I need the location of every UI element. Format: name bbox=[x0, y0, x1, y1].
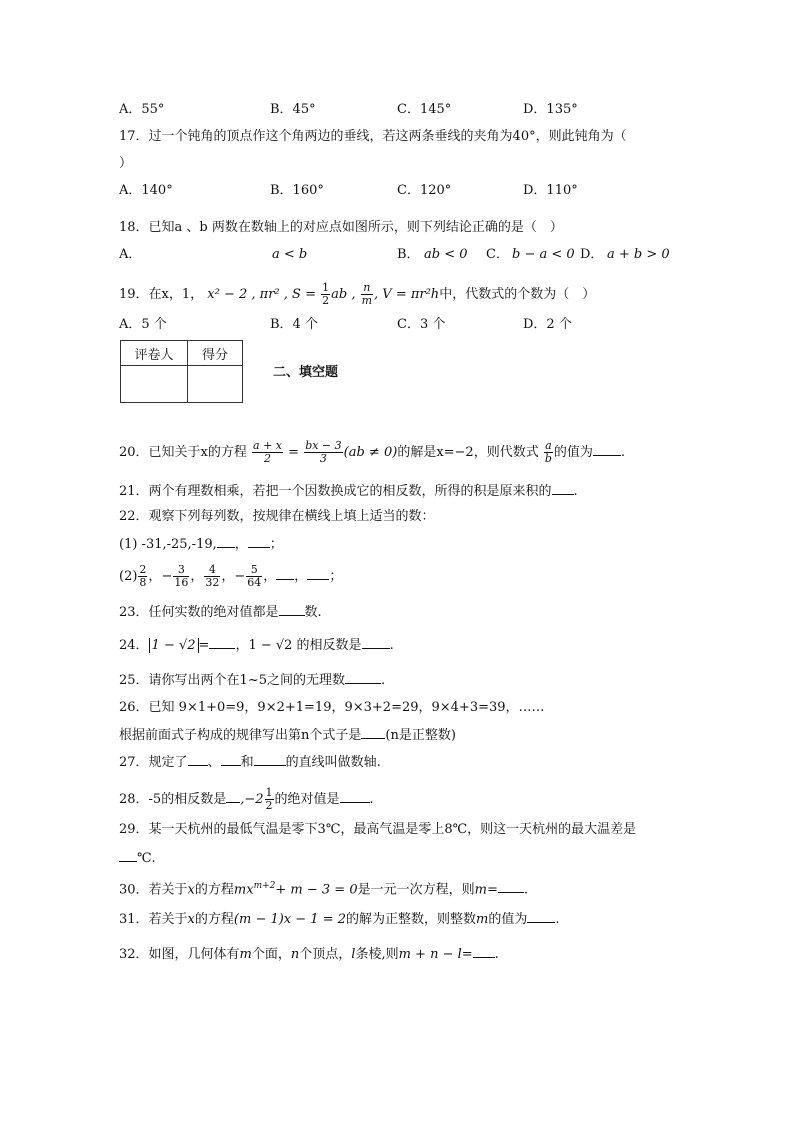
q17-option-d: D．110° bbox=[523, 183, 578, 198]
q30-answer-blank[interactable] bbox=[498, 880, 524, 893]
q17-stem: 17．过一个钝角的顶点作这个角两边的垂线，若这两条垂线的夹角为40°，则此钝角为（ bbox=[119, 129, 627, 144]
q20-frac1 bbox=[252, 440, 283, 465]
q21 bbox=[119, 482, 578, 501]
q30-d: = bbox=[486, 882, 498, 898]
q23-answer-blank[interactable] bbox=[279, 603, 305, 616]
q17-close: ） bbox=[119, 156, 133, 171]
score-table-score-cell[interactable] bbox=[188, 366, 243, 403]
q18-option-c-math: b − a < 0 bbox=[512, 247, 575, 262]
q22-s2-prefix: (2) bbox=[119, 569, 138, 584]
q24-mid: = bbox=[198, 638, 210, 653]
q30-math2: + m − 3 = 0 bbox=[275, 882, 358, 898]
q21-end: . bbox=[573, 484, 578, 499]
q27-b: 、 bbox=[207, 755, 221, 770]
q28-end: . bbox=[369, 792, 374, 807]
q19-half-num: 1 bbox=[322, 281, 330, 294]
score-table-grader-cell[interactable] bbox=[121, 366, 188, 403]
q22-s2-end: ； bbox=[329, 569, 343, 584]
q31 bbox=[119, 910, 560, 929]
q29-answer-blank[interactable] bbox=[119, 849, 137, 862]
score-table-header-grader: 评卷人 bbox=[121, 341, 188, 366]
q30-a: 30．若关于 bbox=[119, 882, 188, 898]
q22-frac-3: − $\frac{5}{64}$ bbox=[234, 563, 262, 589]
q20-cond: (ab ≠ 0) bbox=[343, 445, 398, 460]
q30-x: x bbox=[187, 882, 195, 898]
q17-option-c: C．120° bbox=[397, 183, 452, 198]
q20-frac3 bbox=[544, 440, 553, 465]
q25-text: 25．请你写出两个在1~5之间的无理数 bbox=[119, 673, 345, 688]
q31-d: 的值为 bbox=[488, 912, 528, 927]
q29-unit: ℃. bbox=[137, 851, 156, 866]
q18-option-b-label: B． bbox=[397, 247, 420, 262]
q21-text: 21．两个有理数相乘，若把一个因数换成它的相反数，所得的积是原来积的 bbox=[119, 484, 552, 499]
q26-line2 bbox=[119, 726, 456, 745]
q32-m: m bbox=[239, 947, 252, 962]
q20 bbox=[119, 440, 625, 465]
q24-end: . bbox=[389, 638, 394, 653]
q25-answer-blank[interactable] bbox=[345, 671, 381, 684]
q32-d: 条棱,则 bbox=[355, 947, 399, 962]
q19-nm-num: n bbox=[361, 282, 373, 295]
q22-s2-blank-2[interactable] bbox=[307, 567, 329, 580]
q19-expr2: ab , bbox=[331, 287, 356, 302]
q28-c: 的绝对值是 bbox=[274, 792, 340, 807]
q20-f2-num: bx − 3 bbox=[305, 439, 342, 452]
score-table-header-score: 得分 bbox=[188, 341, 243, 366]
q22-s2-blank-1[interactable] bbox=[276, 567, 294, 580]
q22-series1: (1) -31,-25,-19, ， ； bbox=[119, 537, 283, 552]
q19-half-den: 2 bbox=[322, 294, 330, 307]
q19-option-d: D．2 个 bbox=[523, 317, 572, 332]
q18-option-a-label: A． bbox=[119, 247, 142, 262]
q32-a: 32．如图，几何体有 bbox=[119, 947, 240, 962]
q19-frac-half bbox=[321, 282, 330, 307]
q20-eq: = bbox=[288, 445, 300, 460]
q31-b: 的方程 bbox=[194, 912, 234, 927]
score-table bbox=[120, 340, 243, 403]
q27-blank-1[interactable] bbox=[188, 753, 208, 766]
q18-option-a-math: a < b bbox=[272, 247, 308, 262]
q20-prefix: 20．已知关于x的方程 bbox=[119, 445, 247, 460]
q31-c: 的解为正整数，则整数 bbox=[346, 912, 477, 927]
q27-c: 和 bbox=[240, 755, 254, 770]
q22-frac-2: $\frac{4}{32}$ bbox=[205, 563, 220, 589]
q32-l: l bbox=[351, 947, 356, 962]
q20-f3-num: a bbox=[545, 439, 552, 452]
q32-answer-blank[interactable] bbox=[473, 945, 495, 958]
q22-series2: (2) $\frac{2}{8}$ ，− $\frac{3}{16}$ ， $\frac{4}{32}$ ，− $\frac{5}{64}$ ， ， ； bbox=[119, 563, 343, 589]
section-title: 二、填空题 bbox=[273, 365, 339, 380]
q31-x: x bbox=[187, 912, 195, 927]
q30-m: m bbox=[474, 882, 487, 898]
q26-answer-blank[interactable] bbox=[361, 726, 385, 739]
q28-blank-2[interactable] bbox=[340, 790, 370, 803]
q17-option-b: B．160° bbox=[270, 183, 324, 198]
q23-text: 23．任何实数的绝对值都是 bbox=[119, 605, 279, 620]
q19-frac-nm bbox=[361, 282, 373, 307]
q28 bbox=[119, 787, 374, 812]
q18-stem: 18．已知a 、b 两数在数轴上的对应点如图所示，则下列结论正确的是（ ） bbox=[119, 220, 563, 235]
q16-option-c: C．145° bbox=[397, 102, 452, 117]
q22-s1-blank-2[interactable] bbox=[248, 535, 270, 548]
q28-frac: $\frac{1}{2}$ bbox=[265, 786, 273, 812]
q22-text: 22．观察下列每列数，按规律在横线上填上适当的数： bbox=[119, 509, 435, 524]
q29-line2 bbox=[119, 849, 156, 868]
q19-stem bbox=[119, 282, 595, 307]
q19-expr1: x² − 2 , πr² , S = bbox=[207, 287, 316, 302]
q20-end: . bbox=[620, 445, 626, 460]
q32-end: . bbox=[494, 947, 499, 962]
q23 bbox=[119, 603, 322, 622]
q22-frac-1: − $\frac{3}{16}$ bbox=[161, 563, 189, 589]
q30-math: mx bbox=[233, 882, 254, 898]
q26-line2b: (n是正整数) bbox=[385, 728, 456, 743]
q19-prefix: 19．在x，1， bbox=[119, 287, 204, 302]
q19-option-b: B．4 个 bbox=[270, 317, 318, 332]
q31-m: m bbox=[476, 912, 489, 927]
q32-n: n bbox=[290, 947, 300, 962]
q18-option-d-label: D． bbox=[580, 247, 604, 262]
q28-blank-1[interactable] bbox=[226, 790, 240, 803]
q24-prefix: 24． bbox=[119, 638, 149, 653]
q24-blank-1[interactable] bbox=[209, 636, 235, 649]
q22-frac-0: $\frac{2}{8}$ bbox=[139, 563, 147, 589]
q19-expr3: , V = πr²h bbox=[374, 287, 440, 302]
q19-option-c: C．3 个 bbox=[397, 317, 446, 332]
q32-expr: m + n − l bbox=[398, 947, 462, 962]
q19-nm-den: m bbox=[361, 294, 373, 307]
q32-c: 个顶点， bbox=[299, 947, 352, 962]
q22-s1-end: ； bbox=[269, 537, 283, 552]
q20-suffix: 的值为 bbox=[553, 445, 593, 460]
q30-sup: m+2 bbox=[253, 881, 276, 891]
q20-f1-num: a + x bbox=[253, 439, 282, 452]
q28-b: ,−2 bbox=[240, 792, 264, 807]
q31-end: . bbox=[555, 912, 560, 927]
q20-f3-den: b bbox=[544, 452, 552, 465]
q27-blank-2[interactable] bbox=[221, 753, 241, 766]
q29-line1: 29．某一天杭州的最低气温是零下3℃，最高气温是零上8℃，则这一天杭州的最大温差是 bbox=[119, 822, 637, 837]
q25 bbox=[119, 671, 385, 690]
q28-a: 28．-5的相反数是 bbox=[119, 792, 227, 807]
q30-c: 是一元一次方程，则 bbox=[357, 882, 475, 898]
q17-option-a: A．140° bbox=[119, 183, 173, 198]
q24 bbox=[119, 636, 394, 655]
q31-a: 31．若关于 bbox=[119, 912, 188, 927]
q24-blank-2[interactable] bbox=[362, 636, 390, 649]
q18-option-d-math: a + b > 0 bbox=[607, 247, 670, 262]
q21-answer-blank[interactable] bbox=[552, 482, 574, 495]
q18-option-c-label: C． bbox=[486, 247, 509, 262]
q31-answer-blank[interactable] bbox=[527, 910, 555, 923]
q19-suffix: 中，代数式的个数为（ ） bbox=[439, 287, 596, 302]
q32-b: 个面， bbox=[251, 947, 291, 962]
q23-end: 数. bbox=[304, 605, 322, 620]
q32-e: = bbox=[461, 947, 473, 962]
q20-f1-den: 2 bbox=[264, 452, 271, 465]
q27-d: 的直线叫做数轴. bbox=[285, 755, 381, 770]
q27 bbox=[119, 753, 381, 772]
q20-mid: 的解是x=−2，则代数式 bbox=[397, 445, 539, 460]
q20-answer-blank[interactable] bbox=[593, 443, 621, 456]
q24-mid2: ，1 − √2 的相反数是 bbox=[235, 638, 362, 653]
q26-line2a: 根据前面式子构成的规律写出第n个式子是 bbox=[119, 728, 362, 743]
q22-s1-blank-1[interactable] bbox=[217, 535, 235, 548]
q26-text: 26．已知 9×1+0=9，9×2+1=19，9×3+2=29，9×4+3=39，…… bbox=[119, 700, 545, 715]
q20-f2-den: 3 bbox=[319, 452, 327, 465]
q20-frac2 bbox=[304, 440, 342, 465]
q30-end: . bbox=[523, 882, 528, 898]
q27-a: 27．规定了 bbox=[119, 755, 188, 770]
q31-math: (m − 1)x − 1 = 2 bbox=[233, 912, 346, 927]
q30 bbox=[119, 877, 528, 899]
q27-blank-3[interactable] bbox=[254, 753, 286, 766]
q24-abs: 1 − √2 bbox=[149, 638, 199, 653]
q25-end: . bbox=[380, 673, 386, 688]
q19-option-a: A．5 个 bbox=[119, 317, 167, 332]
q32 bbox=[119, 945, 499, 964]
q18-option-b-math: ab < 0 bbox=[424, 247, 468, 262]
q22-s1: (1) -31,-25,-19, bbox=[119, 537, 217, 552]
q30-b: 的方程 bbox=[194, 882, 234, 898]
q16-option-a: A．55° bbox=[119, 102, 165, 117]
q16-option-d: D．135° bbox=[523, 102, 578, 117]
q16-option-b: B．45° bbox=[270, 102, 316, 117]
